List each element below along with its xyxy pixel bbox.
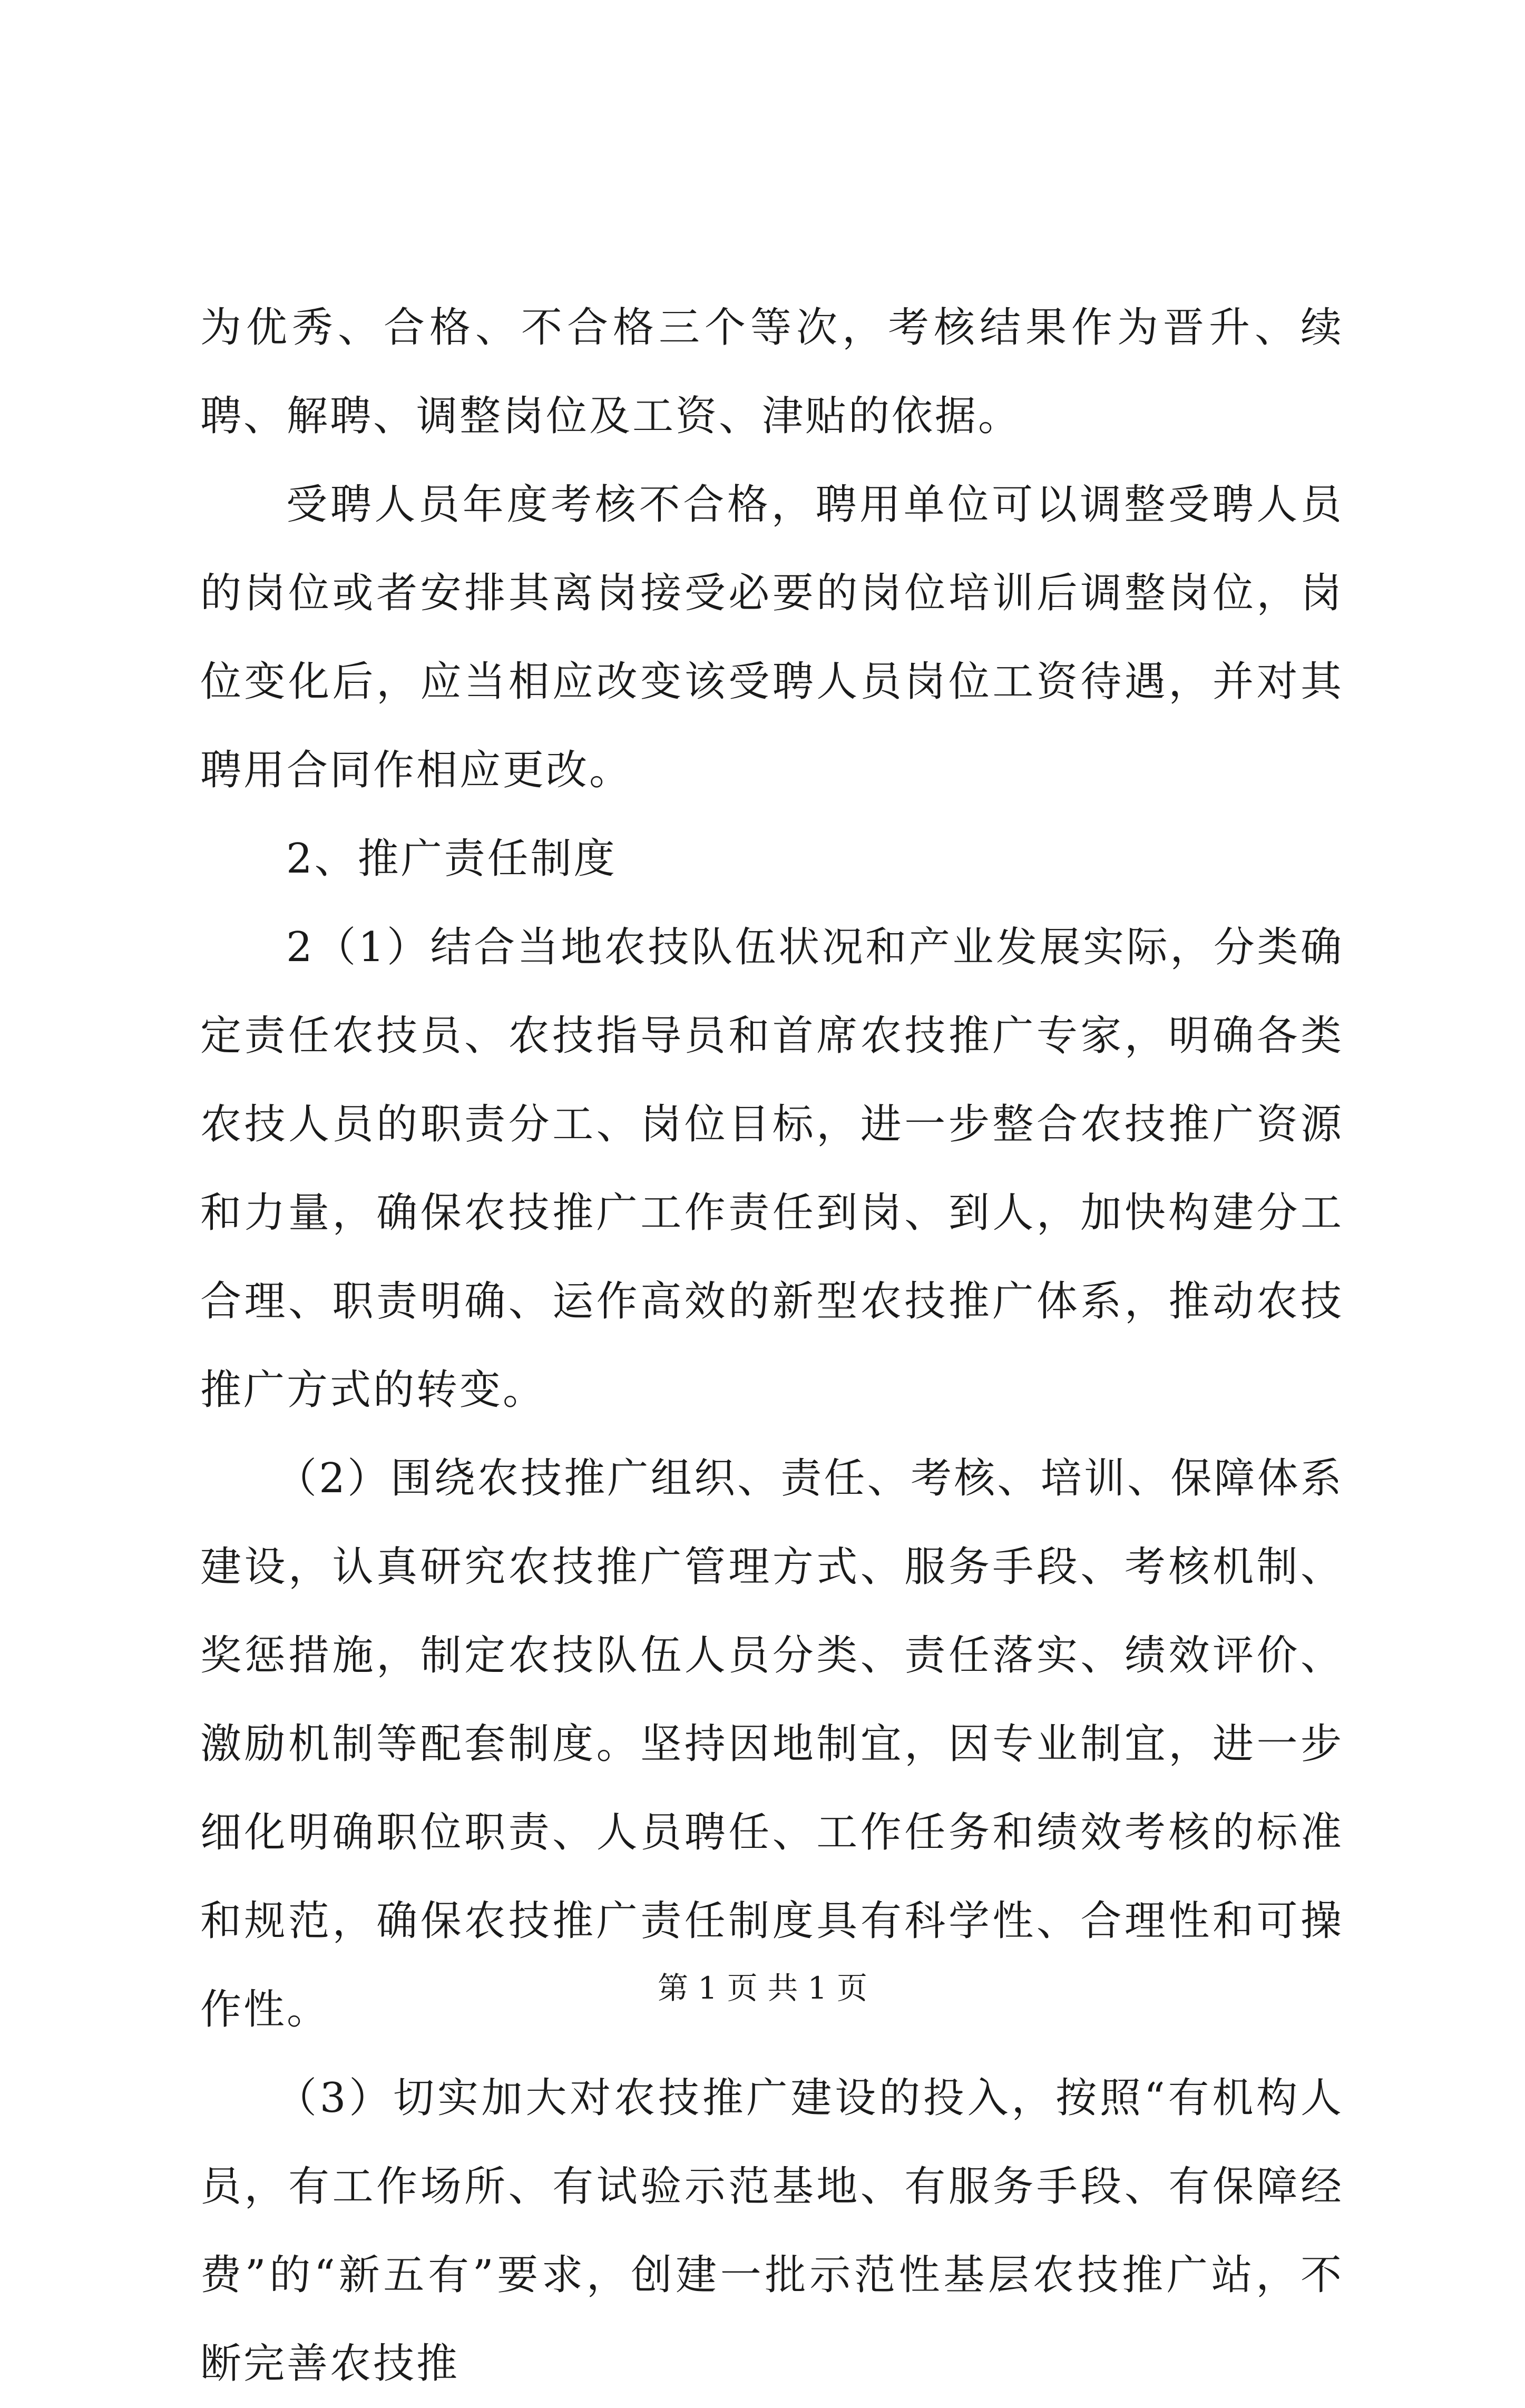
paragraph-item-1: 2（1）结合当地农技队伍状况和产业发展实际，分类确定责任农技员、农技指导员和首席农技推广专家，明确各类农技人员的职责分工、岗位目标，进一步整合农技推广资源和力量，确保农技推广工作责任到岗、到人，加快构建分工合理、职责明确、运作高效的新型农技推广体系，推动农技推广方式的转变。: [200, 924, 1344, 1414]
paragraph-item-2: （2）围绕农技推广组织、责任、考核、培训、保障体系建设，认真研究农技推广管理方式、服务手段、考核机制、奖惩措施，制定农技队伍人员分类、责任落实、绩效评价、激励机制等配套制度。坚持因地制宜，因专业制宜，进一步细化明确职位职责、人员聘任、工作任务和绩效考核的标准和规范，确保农技推广责任制度具有科学性、合理性和可操作性。: [200, 1455, 1344, 2033]
paragraph-item-3: （3）切实加大对农技推广建设的投入，按照“有机构人员，有工作场所、有试验示范基地、有服务手段、有保障经费”的“新五有”要求，创建一批示范性基层农技推广站，不断完善农技推: [200, 2074, 1344, 2387]
page-footer: 第 1 页 共 1 页: [658, 1970, 867, 2006]
paragraph-unqualified-assessment: 受聘人员年度考核不合格，聘用单位可以调整受聘人员的岗位或者安排其离岗接受必要的岗位培训后调整岗位，岗位变化后，应当相应改变该受聘人员岗位工资待遇，并对其聘用合同作相应更改。: [200, 481, 1344, 794]
paragraph-assessment-grades: 为优秀、合格、不合格三个等次，考核结果作为晋升、续聘、解聘、调整岗位及工资、津贴的依据。: [200, 304, 1344, 440]
document-body: [200, 283, 1344, 2408]
section-heading-responsibility-system: 2、推广责任制度: [286, 835, 617, 883]
